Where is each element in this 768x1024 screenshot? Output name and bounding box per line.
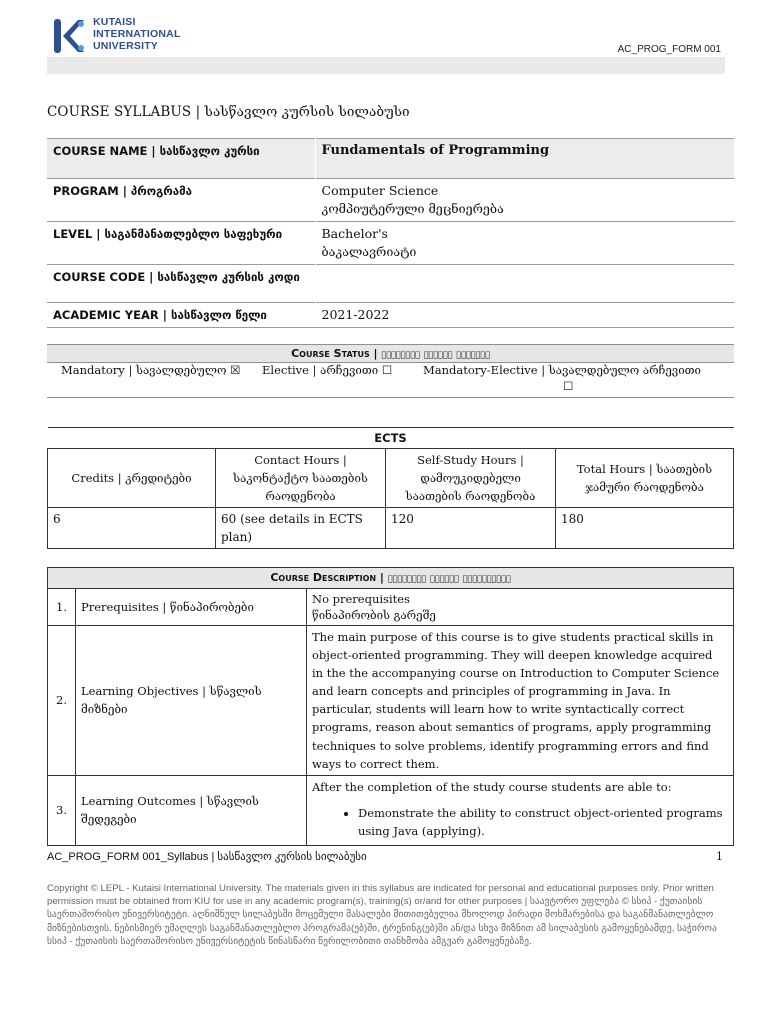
ects-header-credits: Credits | კრედიტები: [48, 449, 216, 508]
info-row-academic-year: [47, 303, 734, 328]
ects-header-row: [48, 449, 734, 508]
row-content-line: წინაპირობის გარეშე: [312, 608, 436, 622]
description-title: Course Description | სასწავლო კურსის აღწერილობა: [48, 568, 734, 589]
row-number: 2.: [48, 626, 76, 776]
course-status-section: [47, 344, 734, 363]
ects-credits-value: 6: [48, 508, 216, 549]
ects-table: [47, 427, 734, 549]
ects-self-study-value: 120: [386, 508, 556, 549]
ects-values-row: [48, 508, 734, 549]
status-mandatory-elective-checkbox: ☐: [563, 379, 574, 393]
document-header: [47, 14, 725, 74]
description-title-row: [48, 568, 734, 589]
info-label: COURSE CODE | სასწავლო კურსის კოდი: [47, 265, 315, 303]
course-info-table: [47, 138, 734, 328]
row-content-line: No prerequisites: [312, 592, 410, 606]
ects-title-row: [48, 428, 734, 449]
university-name: [93, 16, 181, 52]
copyright-notice: Copyright © LEPL - Kutaisi International University. The materials given in this syllabus are indicated for personal and educational purposes only. Prior written permission must be obtained from KIU for use in any academic program(s), training(s) or/and for other purposes | საავტორო უფლება © სსიპ - ქუთაისის საერთაშორისო უნივერსიტეტი. აღნიშნულ სილაბუსში მოცემული მასალები მითითებულია მხოლოდ პირადი მოხმარებისა და საგანმანათლებლო მიზნებისთვის. ნებისმიერ უმაღლეს საგანმანათლებლო პროგრამა(ებ)ში, ტრენინგ(ებ)ში ან/და სხვა მიზნით ამ სილაბუსის გამოყენებამდე, საჭიროა სსიპ - ქუთაისის საერთაშორისო უნივერსიტეტის წინასწარი წერილობითი თანხმობა ამგვარ გამოყენებაზე.: [47, 883, 717, 947]
row-content-line: After the completion of the study course students are able to:: [312, 779, 672, 794]
course-status-options: [47, 363, 734, 398]
ects-title: ECTS: [48, 428, 734, 449]
row-label: Prerequisites | წინაპირობები: [76, 589, 307, 626]
logo-line-1: KUTAISI: [93, 16, 136, 28]
ects-contact-hours-value: 60 (see details in ECTS plan): [216, 508, 386, 549]
ects-header-self-study-hours: Self-Study Hours | დამოუკიდებელი საათების რაოდენობა: [386, 449, 556, 508]
row-number: 1.: [48, 589, 76, 626]
description-row-learning-objectives: [48, 626, 734, 776]
info-value: 2021-2022: [315, 303, 734, 328]
course-description-table: [47, 567, 734, 846]
row-content: [307, 775, 734, 845]
syllabus-title: COURSE SYLLABUS | სასწავლო კურსის სილაბუსი: [47, 104, 410, 120]
info-row-course-name: [47, 139, 734, 179]
info-value-line: ბაკალავრიატი: [321, 244, 417, 259]
logo-line-2: INTERNATIONAL: [93, 28, 181, 40]
row-content: The main purpose of this course is to give students practical skills in object-oriented programming. They will deepen knowledge acquired in the the accompanying course on Introduction to Computer Science and learn concepts and principles of programming in Java. In particular, students will learn how to write syntactically correct programs, reason about semantics of programs, apply programming techniques to solve problems, identify programming errors and find ways to correct them.: [307, 626, 734, 776]
header-gray-band: [47, 57, 725, 74]
page-number: 1: [716, 850, 723, 863]
ects-header-contact-hours: Contact Hours | საკონტაქტო საათების რაოდენობა: [216, 449, 386, 508]
ects-total-hours-value: 180: [556, 508, 734, 549]
kiu-logo-icon: [51, 16, 85, 56]
info-value: [315, 265, 734, 303]
status-mandatory: Mandatory | სავალდებულო ☒: [61, 363, 241, 377]
info-row-level: [47, 222, 734, 265]
course-status-title: Course Status | სასწავლო კურსის სტატუსი: [47, 344, 734, 363]
form-code: AC_PROG_FORM 001: [617, 44, 721, 55]
footer-form-name: AC_PROG_FORM 001_Syllabus | სასწავლო კურსის სილაბუსი: [47, 851, 367, 863]
info-value-line: კომპიუტერული მეცნიერება: [321, 201, 504, 216]
info-value-line: Computer Science: [321, 183, 439, 198]
info-value-line: Bachelor's: [321, 226, 388, 241]
status-mandatory-elective: Mandatory-Elective | სავალდებულო არჩევითი: [423, 363, 701, 377]
row-content: [307, 589, 734, 626]
description-row-prerequisites: [48, 589, 734, 626]
outcomes-list: [312, 804, 728, 840]
info-label: COURSE NAME | სასწავლო კურსი: [47, 139, 315, 179]
row-number: 3.: [48, 775, 76, 845]
info-row-program: [47, 179, 734, 222]
info-value: [315, 179, 734, 222]
description-row-learning-outcomes: [48, 775, 734, 845]
info-row-course-code: [47, 265, 734, 303]
info-label: LEVEL | საგანმანათლებლო საფეხური: [47, 222, 315, 265]
row-label: Learning Objectives | სწავლის მიზნები: [76, 626, 307, 776]
row-label: Learning Outcomes | სწავლის შედეგები: [76, 775, 307, 845]
info-label: PROGRAM | პროგრამა: [47, 179, 315, 222]
ects-header-total-hours: Total Hours | საათების ჯამური რაოდენობა: [556, 449, 734, 508]
info-label: ACADEMIC YEAR | სასწავლო წელი: [47, 303, 315, 328]
info-value: Fundamentals of Programming: [315, 139, 734, 179]
status-elective: Elective | არჩევითი ☐: [262, 363, 393, 377]
logo-line-3: UNIVERSITY: [93, 40, 159, 52]
outcome-item: • Demonstrate the ability to construct object-oriented programs using Java (applying).: [358, 804, 728, 840]
info-value: [315, 222, 734, 265]
